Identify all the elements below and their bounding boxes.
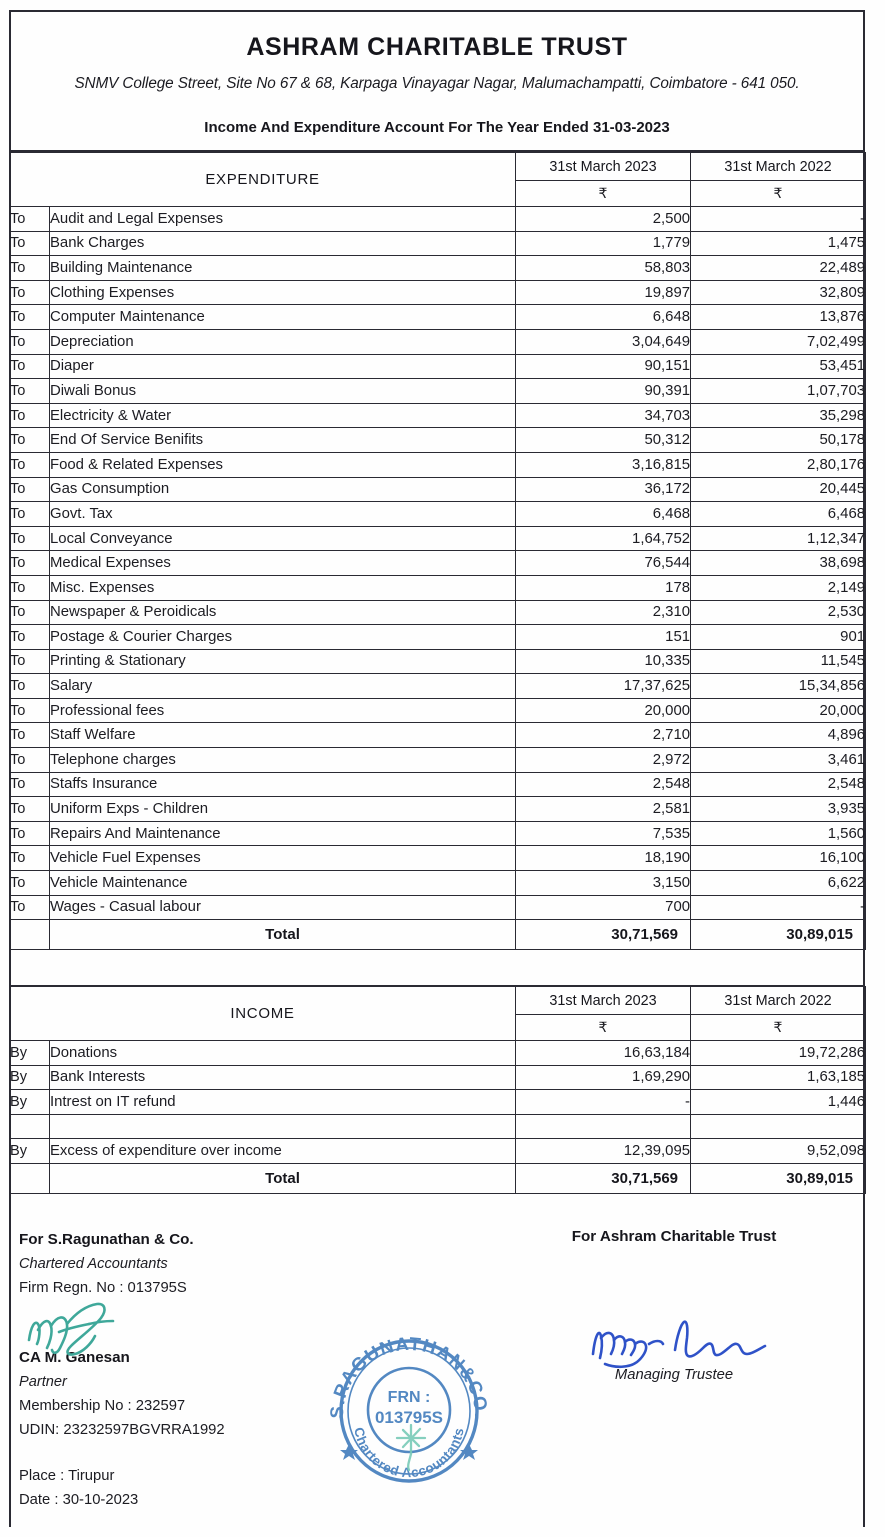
expenditure-row-amount-2022: 53,451 — [691, 354, 866, 379]
stamp-signature-mark — [397, 1425, 425, 1470]
trustee-signature — [587, 1314, 787, 1374]
table-row — [10, 625, 866, 650]
table-row-spacer — [10, 1114, 866, 1139]
table-row — [10, 354, 866, 379]
income-row-amount-2023: 12,39,095 — [516, 1139, 691, 1164]
income-table — [9, 986, 866, 1194]
auditor-designation: Chartered Accountants — [19, 1256, 168, 1272]
expenditure-row-amount-2023: 10,335 — [516, 649, 691, 674]
income-currency-symbol-2022: ₹ — [691, 1015, 866, 1041]
total-prefix-cell — [10, 920, 50, 950]
expenditure-row-prefix: To — [10, 821, 50, 846]
expenditure-row-amount-2022: 4,896 — [691, 723, 866, 748]
expenditure-row-particulars: Misc. Expenses — [50, 575, 516, 600]
auditor-firm-regn: Firm Regn. No : 013795S — [19, 1280, 187, 1296]
expenditure-row-amount-2023: 36,172 — [516, 477, 691, 502]
expenditure-row-amount-2023: 90,151 — [516, 354, 691, 379]
income-row-amount-2022 — [691, 1114, 866, 1139]
stamp-star-left — [340, 1444, 358, 1460]
income-total-row — [10, 1163, 866, 1193]
stamp-arc-top-text: S.RAGUNATHAN&CO. — [325, 1332, 493, 1420]
expenditure-table-foot — [10, 920, 866, 950]
table-row — [10, 280, 866, 305]
income-row-amount-2022: 1,446 — [691, 1090, 866, 1115]
expenditure-total-label: Total — [50, 920, 516, 950]
expenditure-row-particulars: Clothing Expenses — [50, 280, 516, 305]
expenditure-row-amount-2022: 15,34,856 — [691, 674, 866, 699]
expenditure-row-amount-2022: 901 — [691, 625, 866, 650]
table-row — [10, 649, 866, 674]
stamp-star-right — [460, 1444, 478, 1460]
expenditure-row-amount-2023: 1,779 — [516, 231, 691, 256]
expenditure-row-particulars: Gas Consumption — [50, 477, 516, 502]
income-row-particulars: Bank Interests — [50, 1065, 516, 1090]
expenditure-row-prefix: To — [10, 575, 50, 600]
expenditure-row-prefix: To — [10, 846, 50, 871]
table-row — [10, 1139, 866, 1164]
table-row — [10, 600, 866, 625]
expenditure-row-amount-2023: 2,500 — [516, 207, 691, 232]
column-header-expenditure: EXPENDITURE — [10, 153, 516, 207]
expenditure-row-particulars: Local Conveyance — [50, 526, 516, 551]
expenditure-row-prefix: To — [10, 379, 50, 404]
svg-text:S.RAGUNATHAN&CO. — [326, 1333, 492, 1419]
table-row — [10, 674, 866, 699]
income-row-particulars: Donations — [50, 1041, 516, 1066]
income-column-header-year-2023: 31st March 2023 — [516, 987, 691, 1015]
table-row — [10, 403, 866, 428]
expenditure-row-prefix: To — [10, 649, 50, 674]
expenditure-row-prefix: To — [10, 452, 50, 477]
expenditure-row-amount-2022: 20,445 — [691, 477, 866, 502]
income-row-amount-2022: 9,52,098 — [691, 1139, 866, 1164]
expenditure-row-amount-2023: 50,312 — [516, 428, 691, 453]
table-row — [10, 231, 866, 256]
table-row — [10, 379, 866, 404]
expenditure-row-amount-2023: 19,897 — [516, 280, 691, 305]
expenditure-row-particulars: Electricity & Water — [50, 403, 516, 428]
expenditure-row-particulars: Food & Related Expenses — [50, 452, 516, 477]
expenditure-row-prefix: To — [10, 428, 50, 453]
expenditure-row-particulars: Vehicle Fuel Expenses — [50, 846, 516, 871]
expenditure-row-prefix: To — [10, 600, 50, 625]
expenditure-row-amount-2022: 1,12,347 — [691, 526, 866, 551]
expenditure-row-amount-2023: 18,190 — [516, 846, 691, 871]
expenditure-row-particulars: Govt. Tax — [50, 502, 516, 527]
expenditure-row-prefix: To — [10, 551, 50, 576]
expenditure-row-particulars: Audit and Legal Expenses — [50, 207, 516, 232]
expenditure-row-prefix: To — [10, 797, 50, 822]
expenditure-row-amount-2022: 13,876 — [691, 305, 866, 330]
table-row — [10, 256, 866, 281]
document-header — [9, 10, 865, 152]
expenditure-row-amount-2023: 2,310 — [516, 600, 691, 625]
table-row — [10, 329, 866, 354]
expenditure-row-prefix: To — [10, 871, 50, 896]
auditor-role: Partner — [19, 1374, 67, 1390]
trust-address: SNMV College Street, Site No 67 & 68, Karpaga Vinayagar Nagar, Malumachampatti, Coimbatore - 641 050. — [74, 75, 800, 92]
table-row — [10, 526, 866, 551]
expenditure-row-prefix: To — [10, 526, 50, 551]
statement-title: Income And Expenditure Account For The Year Ended 31-03-2023 — [204, 119, 670, 136]
expenditure-row-amount-2023: 700 — [516, 895, 691, 920]
expenditure-table-head — [10, 153, 866, 207]
auditor-name: CA M. Ganesan — [19, 1349, 130, 1366]
income-total-label: Total — [50, 1163, 516, 1193]
table-row — [10, 477, 866, 502]
expenditure-total-row — [10, 920, 866, 950]
table-row — [10, 772, 866, 797]
expenditure-row-particulars: Printing & Stationary — [50, 649, 516, 674]
expenditure-row-amount-2023: 178 — [516, 575, 691, 600]
expenditure-row-prefix: To — [10, 477, 50, 502]
expenditure-row-amount-2023: 17,37,625 — [516, 674, 691, 699]
expenditure-row-amount-2022: 11,545 — [691, 649, 866, 674]
expenditure-row-particulars: Computer Maintenance — [50, 305, 516, 330]
trustee-role: Managing Trustee — [614, 1367, 734, 1383]
income-currency-symbol-2023: ₹ — [516, 1015, 691, 1041]
expenditure-row-amount-2023: 6,648 — [516, 305, 691, 330]
expenditure-row-particulars: Uniform Exps - Children — [50, 797, 516, 822]
expenditure-row-amount-2023: 3,04,649 — [516, 329, 691, 354]
income-row-amount-2022: 1,63,185 — [691, 1065, 866, 1090]
expenditure-row-prefix: To — [10, 354, 50, 379]
column-header-income: INCOME — [10, 987, 516, 1041]
expenditure-row-amount-2023: 20,000 — [516, 698, 691, 723]
expenditure-row-amount-2023: 2,581 — [516, 797, 691, 822]
income-total-2022: 30,89,015 — [691, 1163, 866, 1193]
income-row-particulars — [50, 1114, 516, 1139]
expenditure-row-amount-2022: - — [691, 207, 866, 232]
expenditure-total-2023: 30,71,569 — [516, 920, 691, 950]
expenditure-row-prefix: To — [10, 895, 50, 920]
expenditure-row-amount-2022: 35,298 — [691, 403, 866, 428]
expenditure-row-amount-2023: 58,803 — [516, 256, 691, 281]
currency-symbol-2023: ₹ — [516, 181, 691, 207]
expenditure-row-amount-2023: 151 — [516, 625, 691, 650]
expenditure-row-particulars: Depreciation — [50, 329, 516, 354]
expenditure-row-particulars: Newspaper & Peroidicals — [50, 600, 516, 625]
table-row — [10, 895, 866, 920]
income-row-prefix — [10, 1114, 50, 1139]
table-row — [10, 698, 866, 723]
table-row — [10, 1065, 866, 1090]
expenditure-row-particulars: Telephone charges — [50, 748, 516, 773]
table-row — [10, 452, 866, 477]
expenditure-row-prefix: To — [10, 674, 50, 699]
expenditure-row-prefix: To — [10, 231, 50, 256]
auditor-udin: UDIN: 23232597BGVRRA1992 — [19, 1422, 225, 1438]
income-row-amount-2023: 16,63,184 — [516, 1041, 691, 1066]
auditor-firm-line: For S.Ragunathan & Co. — [19, 1231, 194, 1248]
expenditure-row-amount-2022: 2,149 — [691, 575, 866, 600]
income-total-prefix-cell — [10, 1163, 50, 1193]
expenditure-row-amount-2022: 38,698 — [691, 551, 866, 576]
income-row-amount-2023 — [516, 1114, 691, 1139]
expenditure-row-particulars: Professional fees — [50, 698, 516, 723]
expenditure-row-amount-2023: 6,468 — [516, 502, 691, 527]
expenditure-row-amount-2023: 76,544 — [516, 551, 691, 576]
table-row — [10, 207, 866, 232]
income-row-particulars: Excess of expenditure over income — [50, 1139, 516, 1164]
expenditure-row-amount-2023: 7,535 — [516, 821, 691, 846]
expenditure-row-particulars: Staffs Insurance — [50, 772, 516, 797]
expenditure-row-amount-2022: 20,000 — [691, 698, 866, 723]
expenditure-row-amount-2023: 1,64,752 — [516, 526, 691, 551]
income-row-amount-2022: 19,72,286 — [691, 1041, 866, 1066]
expenditure-row-particulars: Salary — [50, 674, 516, 699]
expenditure-row-amount-2022: 2,548 — [691, 772, 866, 797]
stamp-arc-bottom-text: Chartered Accountants — [351, 1426, 467, 1481]
expenditure-row-amount-2023: 3,16,815 — [516, 452, 691, 477]
expenditure-row-amount-2023: 90,391 — [516, 379, 691, 404]
expenditure-row-amount-2023: 34,703 — [516, 403, 691, 428]
date-line: Date : 30-10-2023 — [19, 1492, 139, 1508]
income-table-foot — [10, 1163, 866, 1193]
expenditure-row-amount-2023: 2,548 — [516, 772, 691, 797]
expenditure-row-amount-2023: 2,972 — [516, 748, 691, 773]
expenditure-row-prefix: To — [10, 403, 50, 428]
table-row — [10, 502, 866, 527]
table-row — [10, 748, 866, 773]
trust-for-line: For Ashram Charitable Trust — [571, 1228, 777, 1245]
expenditure-row-particulars: Vehicle Maintenance — [50, 871, 516, 896]
column-header-year-2023: 31st March 2023 — [516, 153, 691, 181]
expenditure-row-prefix: To — [10, 280, 50, 305]
table-row — [10, 821, 866, 846]
auditor-stamp — [323, 1322, 495, 1498]
expenditure-row-amount-2022: 50,178 — [691, 428, 866, 453]
column-header-year-2022: 31st March 2022 — [691, 153, 866, 181]
income-column-header-year-2022: 31st March 2022 — [691, 987, 866, 1015]
expenditure-row-amount-2022: 2,80,176 — [691, 452, 866, 477]
expenditure-row-prefix: To — [10, 329, 50, 354]
expenditure-row-amount-2022: 1,475 — [691, 231, 866, 256]
expenditure-row-particulars: End Of Service Benifits — [50, 428, 516, 453]
expenditure-row-amount-2022: 7,02,499 — [691, 329, 866, 354]
expenditure-row-prefix: To — [10, 748, 50, 773]
expenditure-total-2022: 30,89,015 — [691, 920, 866, 950]
expenditure-row-prefix: To — [10, 698, 50, 723]
expenditure-row-particulars: Repairs And Maintenance — [50, 821, 516, 846]
page-title: ASHRAM CHARITABLE TRUST — [246, 33, 628, 61]
expenditure-row-particulars: Building Maintenance — [50, 256, 516, 281]
expenditure-row-prefix: To — [10, 723, 50, 748]
expenditure-row-amount-2022: 6,622 — [691, 871, 866, 896]
income-total-2023: 30,71,569 — [516, 1163, 691, 1193]
expenditure-row-particulars: Diwali Bonus — [50, 379, 516, 404]
stamp-frn-value: 013795S — [374, 1408, 444, 1427]
auditor-signature — [23, 1300, 153, 1358]
expenditure-row-amount-2022: 22,489 — [691, 256, 866, 281]
income-row-prefix: By — [10, 1139, 50, 1164]
income-row-prefix: By — [10, 1065, 50, 1090]
expenditure-table-body — [10, 207, 866, 920]
table-row — [10, 305, 866, 330]
expenditure-row-amount-2022: 3,935 — [691, 797, 866, 822]
table-row — [10, 871, 866, 896]
table-row — [10, 797, 866, 822]
place-line: Place : Tirupur — [19, 1468, 115, 1484]
table-row — [10, 1090, 866, 1115]
expenditure-row-amount-2022: 32,809 — [691, 280, 866, 305]
table-row — [10, 1041, 866, 1066]
table-row — [10, 551, 866, 576]
expenditure-row-prefix: To — [10, 502, 50, 527]
income-row-particulars: Intrest on IT refund — [50, 1090, 516, 1115]
expenditure-row-amount-2022: 1,07,703 — [691, 379, 866, 404]
expenditure-row-prefix: To — [10, 772, 50, 797]
table-row — [10, 428, 866, 453]
expenditure-row-prefix: To — [10, 207, 50, 232]
expenditure-row-amount-2022: - — [691, 895, 866, 920]
income-table-head — [10, 987, 866, 1041]
expenditure-table — [9, 152, 866, 950]
expenditure-row-particulars: Wages - Casual labour — [50, 895, 516, 920]
expenditure-row-amount-2022: 6,468 — [691, 502, 866, 527]
table-row — [10, 575, 866, 600]
expenditure-row-particulars: Medical Expenses — [50, 551, 516, 576]
expenditure-row-particulars: Postage & Courier Charges — [50, 625, 516, 650]
auditor-membership-no: Membership No : 232597 — [19, 1398, 186, 1414]
income-row-prefix: By — [10, 1090, 50, 1115]
expenditure-row-particulars: Diaper — [50, 354, 516, 379]
expenditure-row-amount-2023: 2,710 — [516, 723, 691, 748]
income-row-amount-2023: 1,69,290 — [516, 1065, 691, 1090]
expenditure-row-prefix: To — [10, 625, 50, 650]
expenditure-row-amount-2022: 1,560 — [691, 821, 866, 846]
table-separator — [9, 963, 865, 986]
table-row — [10, 846, 866, 871]
expenditure-row-amount-2022: 3,461 — [691, 748, 866, 773]
income-table-body — [10, 1041, 866, 1164]
income-row-prefix: By — [10, 1041, 50, 1066]
expenditure-row-amount-2022: 2,530 — [691, 600, 866, 625]
expenditure-row-prefix: To — [10, 305, 50, 330]
expenditure-row-prefix: To — [10, 256, 50, 281]
currency-symbol-2022: ₹ — [691, 181, 866, 207]
expenditure-row-particulars: Staff Welfare — [50, 723, 516, 748]
stamp-frn-label: FRN : — [387, 1389, 431, 1406]
expenditure-row-particulars: Bank Charges — [50, 231, 516, 256]
expenditure-row-amount-2023: 3,150 — [516, 871, 691, 896]
income-row-amount-2023: - — [516, 1090, 691, 1115]
expenditure-row-amount-2022: 16,100 — [691, 846, 866, 871]
table-row — [10, 723, 866, 748]
